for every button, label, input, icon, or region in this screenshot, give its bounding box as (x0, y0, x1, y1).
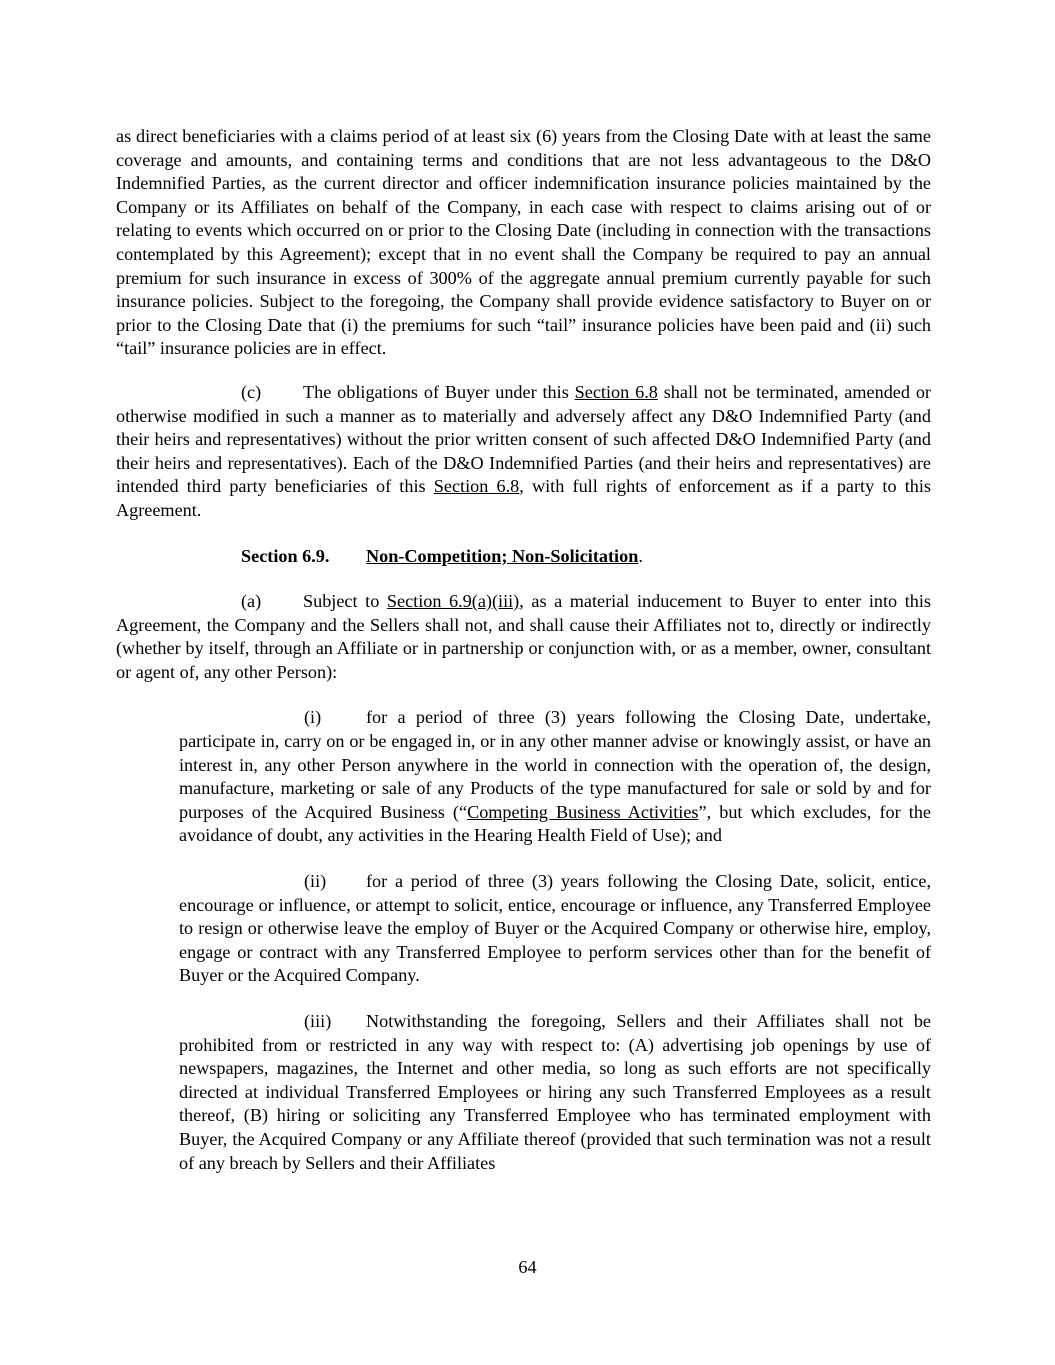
section-6-9-a-iii-reference: Section 6.9(a)(iii) (386, 591, 520, 612)
subparagraph-ii (179, 870, 931, 988)
page-number: 64 (518, 1257, 537, 1277)
subparagraph-i-text-1: for a period of three (3) years following the Closing Date, undertake, participate in, carry on or be engaged in, or in any other manner advise or knowingly assist, or have an interest in, any other Person anywhere in the world in connection with the operation of, the design, manufacture, marketing or sale of any Products of the type manufactured for sale or sold by and for purposes of the Acquired Business (“ (179, 707, 931, 822)
subparagraph-i-label: (i) (304, 707, 322, 728)
paragraph-a-text-1: Subject to (303, 591, 387, 612)
document-page (116, 125, 931, 1175)
section-title-period: . (638, 545, 643, 566)
paragraph-a (116, 590, 931, 684)
subparagraph-i (179, 706, 931, 848)
paragraph-c-text-2: shall not be terminated, amended or otherwise modified in such a manner as to materially and adversely affect any D&O Indemnified Party (and their heirs and representatives) without the prior written consent of such affected D&O Indemnified Party (and their heirs and representatives). Each of the D&O Indemnified Parties (and their heirs and representatives) are intended third party beneficiaries of this (116, 381, 931, 497)
subparagraph-iii (179, 1010, 931, 1175)
section-6-8-reference-1: Section 6.8 (574, 381, 658, 402)
continuation-paragraph: as direct beneficiaries with a claims period of at least six (6) years from the Closing Date with at least the same coverage and amounts, and containing terms and conditions that are not less advantageous to the D&O Indemnified Parties, as the current director and officer indemnification insurance policies maintained by the Company or its Affiliates on behalf of the Company, in each case with respect to claims arising out of or relating to events which occurred on or prior to the Closing Date (including in connection with the transactions contemplated by this Agreement); except that in no event shall the Company be required to pay an annual premium for such insurance in excess of 300% of the aggregate annual premium currently payable for such insurance policies. Subject to the foregoing, the Company shall provide evidence satisfactory to Buyer on or prior to the Closing Date that (i) the premiums for such “tail” insurance policies have been paid and (ii) such “tail” insurance policies are in effect. (116, 126, 931, 359)
subparagraph-ii-label: (ii) (304, 871, 327, 892)
section-number: Section 6.9. (241, 545, 330, 566)
paragraph-a-text-2: , as a material inducement to Buyer to enter into this Agreement, the Company and the Sellers shall not, and shall cause their Affiliates not to, directly or indirectly (whether by itself, through an Affiliate or in partnership or conjunction with, or as a member, owner, consultant or agent of, any other Person): (116, 591, 932, 682)
subparagraph-iii-text: Notwithstanding the foregoing, Sellers and their Affiliates shall not be prohibited from or restricted in any way with respect to: (A) advertising job openings by use of newspapers, magazines, the Internet and other media, so long as such efforts are not specifically directed at individual Transferred Employees or hiring any such Transferred Employees as a result thereof, (B) hiring or soliciting any Transferred Employee who has terminated employment with Buyer, the Acquired Company or any Affiliate thereof (provided that such termination was not a result of any breach by Sellers and their Affiliates (179, 1011, 931, 1173)
section-6-8-reference-2: Section 6.8 (433, 476, 520, 497)
paragraph-c-text-1: The obligations of Buyer under this (303, 381, 575, 402)
section-6-9-heading (116, 545, 931, 569)
paragraph-c-text-3: , with full rights of enforcement as if a party to this Agreement. (116, 476, 931, 520)
paragraph-c-label: (c) (241, 381, 262, 402)
paragraph-c (116, 381, 931, 523)
section-title: Non-Competition; Non-Solicitation (366, 545, 639, 566)
competing-business-activities-term: Competing Business Activities (467, 801, 699, 822)
paragraph-a-label: (a) (241, 591, 262, 612)
subparagraph-iii-label: (iii) (304, 1011, 332, 1031)
subparagraph-ii-text: for a period of three (3) years following the Closing Date, solicit, entice, encourage or influence, or attempt to solicit, entice, encourage or influence, any Transferred Employee to resign or otherwise leave the employ of Buyer or the Acquired Company or otherwise hire, employ, engage or contract with any Transferred Employee to perform services other than for the benefit of Buyer or the Acquired Company. (179, 871, 931, 986)
subparagraph-i-text-2: ”, but which excludes, for the avoidance of doubt, any activities in the Hearing Health Field of Use); and (179, 801, 931, 846)
